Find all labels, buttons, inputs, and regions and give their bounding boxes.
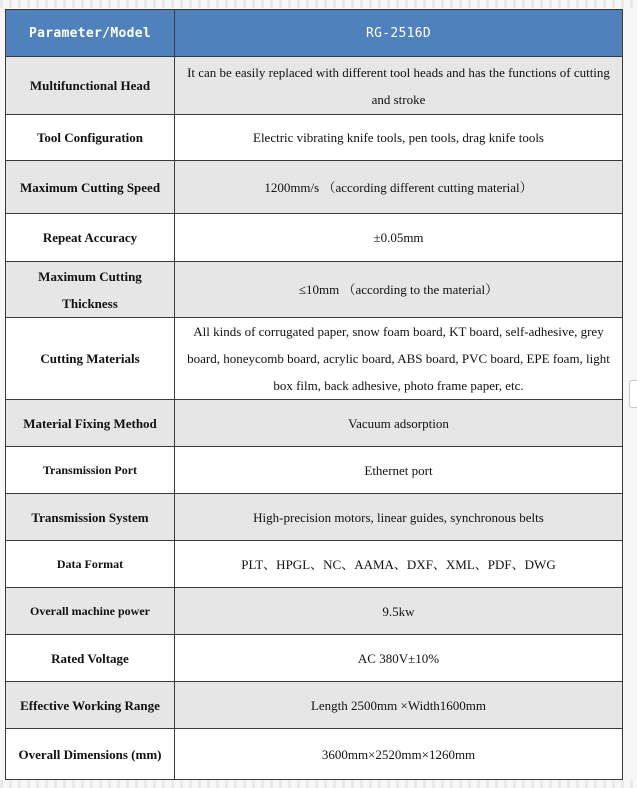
row-value: High-precision motors, linear guides, synchronous belts: [175, 494, 623, 541]
row-value: 3600mm×2520mm×1260mm: [175, 729, 623, 780]
row-label: Transmission Port: [6, 447, 175, 494]
table-row: [6, 161, 623, 214]
background-pattern-top: [0, 0, 637, 8]
model-header: RG-2516D: [175, 10, 623, 57]
param-model-header: Parameter/Model: [6, 10, 175, 57]
row-value: PLT、HPGL、NC、AAMA、DXF、XML、PDF、DWG: [175, 541, 623, 588]
row-label: Material Fixing Method: [6, 400, 175, 447]
row-label: Multifunctional Head: [6, 57, 175, 115]
row-value: Ethernet port: [175, 447, 623, 494]
row-label: Transmission System: [6, 494, 175, 541]
table-row: [6, 682, 623, 729]
row-value: ±0.05mm: [175, 214, 623, 262]
row-value: 1200mm/s （according different cutting material）: [175, 161, 623, 214]
row-label: Repeat Accuracy: [6, 214, 175, 262]
side-scroll-tab[interactable]: [629, 380, 637, 408]
row-label: Overall Dimensions (mm): [6, 729, 175, 780]
table-row: [6, 400, 623, 447]
row-label: Overall machine power: [6, 588, 175, 635]
table-row: [6, 729, 623, 780]
table-row: [6, 541, 623, 588]
table-header-row: [6, 10, 623, 57]
row-label: Rated Voltage: [6, 635, 175, 682]
row-label: Effective Working Range: [6, 682, 175, 729]
row-value: Vacuum adsorption: [175, 400, 623, 447]
table-row: [6, 214, 623, 262]
row-value: All kinds of corrugated paper, snow foam board, KT board, self-adhesive, grey board, honeycomb board, acrylic board, ABS board, PVC board, EPE foam, light box film, back adhesive, photo frame paper, etc.: [175, 318, 623, 400]
row-value: Length 2500mm ×Width1600mm: [175, 682, 623, 729]
table-row: [6, 262, 623, 318]
row-value: 9.5kw: [175, 588, 623, 635]
row-label: Cutting Materials: [6, 318, 175, 400]
row-label: Maximum Cutting Speed: [6, 161, 175, 214]
row-value: AC 380V±10%: [175, 635, 623, 682]
row-value: Electric vibrating knife tools, pen tools, drag knife tools: [175, 115, 623, 161]
table-row: [6, 588, 623, 635]
row-value: ≤10mm （according to the material）: [175, 262, 623, 318]
table-row: [6, 57, 623, 115]
row-label: Maximum Cutting Thickness: [6, 262, 175, 318]
spec-table: [5, 9, 623, 780]
table-row: [6, 635, 623, 682]
table-row: [6, 115, 623, 161]
table-row: [6, 447, 623, 494]
row-value: It can be easily replaced with different tool heads and has the functions of cutting and stroke: [175, 57, 623, 115]
row-label: Tool Configuration: [6, 115, 175, 161]
background-pattern-bottom: [0, 780, 637, 788]
table-row: [6, 494, 623, 541]
table-row: [6, 318, 623, 400]
row-label: Data Format: [6, 541, 175, 588]
